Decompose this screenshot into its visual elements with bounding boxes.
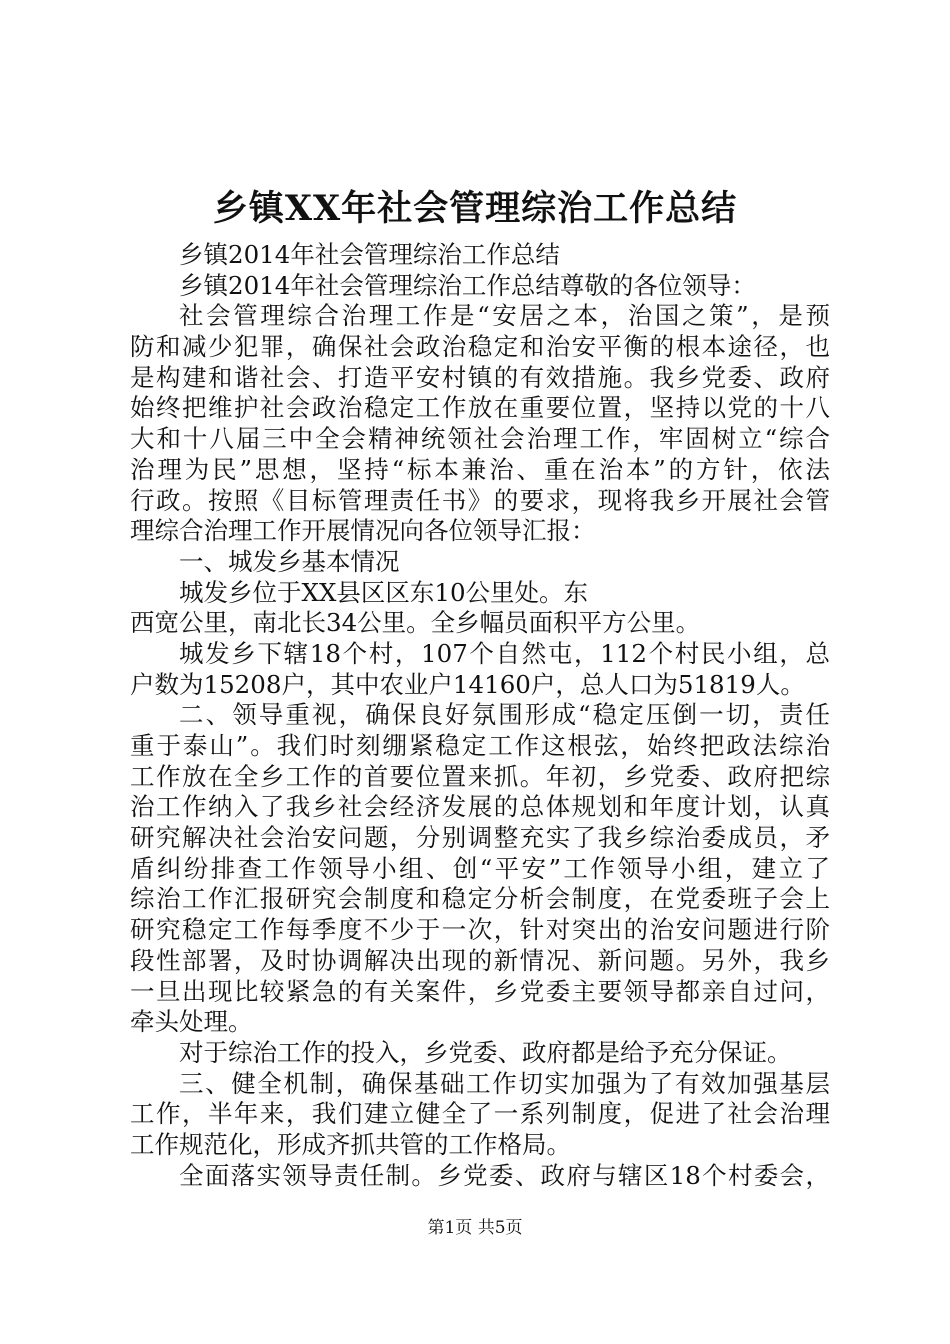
body-line: 治工作纳入了我乡社会经济发展的总体规划和年度计划，认真 xyxy=(130,792,830,822)
body-line: 社会管理综合治理工作是“安居之本，治国之策”，是预 xyxy=(179,301,830,331)
body-line: 综治工作汇报研究会制度和稳定分析会制度，在党委班子会上 xyxy=(130,884,830,914)
section-heading: 一、城发乡基本情况 xyxy=(179,546,400,576)
body-line: 一旦出现比较紧急的有关案件，乡党委主要领导都亲自过问， xyxy=(130,976,830,1006)
body-line: 研究解决社会治安问题，分别调整充实了我乡综治委成员，矛 xyxy=(130,823,830,853)
body-line: 行政。按照《目标管理责任书》的要求，现将我乡开展社会管 xyxy=(130,485,830,515)
body-line: 盾纠纷排查工作领导小组、创“平安”工作领导小组，建立了 xyxy=(130,853,830,883)
section-heading: 二、领导重视，确保良好氛围形成“稳定压倒一切，责任 xyxy=(179,700,830,730)
body-line: 牵头处理。 xyxy=(130,1007,253,1037)
body-line: 西宽公里，南北长34公里。全乡幅员面积平方公里。 xyxy=(130,608,701,638)
body-line: 大和十八届三中全会精神统领社会治理工作，牢固树立“综合 xyxy=(130,424,830,454)
body-line: 工作规范化，形成齐抓共管的工作格局。 xyxy=(130,1129,571,1159)
body-line: 对于综治工作的投入，乡党委、政府都是给予充分保证。 xyxy=(179,1037,792,1067)
document-title: 乡镇XX年社会管理综治工作总结 xyxy=(212,188,738,229)
body-line: 工作放在全乡工作的首要位置来抓。年初，乡党委、政府把综 xyxy=(130,761,830,791)
document-body xyxy=(130,240,830,1191)
body-line: 重于泰山”。我们时刻绷紧稳定工作这根弦，始终把政法综治 xyxy=(130,731,830,760)
body-line: 户数为15208户，其中农业户14160户，总人口为51819人。 xyxy=(130,669,805,699)
body-line: 始终把维护社会政治稳定工作放在重要位置，坚持以党的十八 xyxy=(130,393,830,423)
body-line: 城发乡下辖18个村，107个自然屯，112个村民小组，总 xyxy=(179,638,830,668)
body-line: 乡镇2014年社会管理综治工作总结 xyxy=(179,240,560,269)
body-line: 是构建和谐社会、打造平安村镇的有效措施。我乡党委、政府 xyxy=(130,362,830,392)
body-line: 研究稳定工作每季度不少于一次，针对突出的治安问题进行阶 xyxy=(130,915,830,945)
body-line: 全面落实领导责任制。乡党委、政府与辖区18个村委会， xyxy=(179,1160,830,1190)
section-heading: 三、健全机制，确保基础工作切实加强为了有效加强基层 xyxy=(179,1068,830,1098)
body-line: 工作，半年来，我们建立健全了一系列制度，促进了社会治理 xyxy=(130,1099,830,1129)
body-line: 乡镇2014年社会管理综治工作总结尊敬的各位领导： xyxy=(179,270,756,300)
body-line: 防和减少犯罪，确保社会政治稳定和治安平衡的根本途径，也 xyxy=(130,332,830,362)
body-line: 段性部署，及时协调解决出现的新情况、新问题。另外，我乡 xyxy=(130,945,830,975)
body-line: 理综合治理工作开展情况向各位领导汇报： xyxy=(130,516,596,546)
page-footer: 第1页 共5页 xyxy=(427,1218,523,1238)
body-line: 治理为民”思想，坚持“标本兼治、重在治本”的方针，依法 xyxy=(130,454,830,484)
body-line: 城发乡位于XX县区区东10公里处。东 xyxy=(179,577,589,607)
